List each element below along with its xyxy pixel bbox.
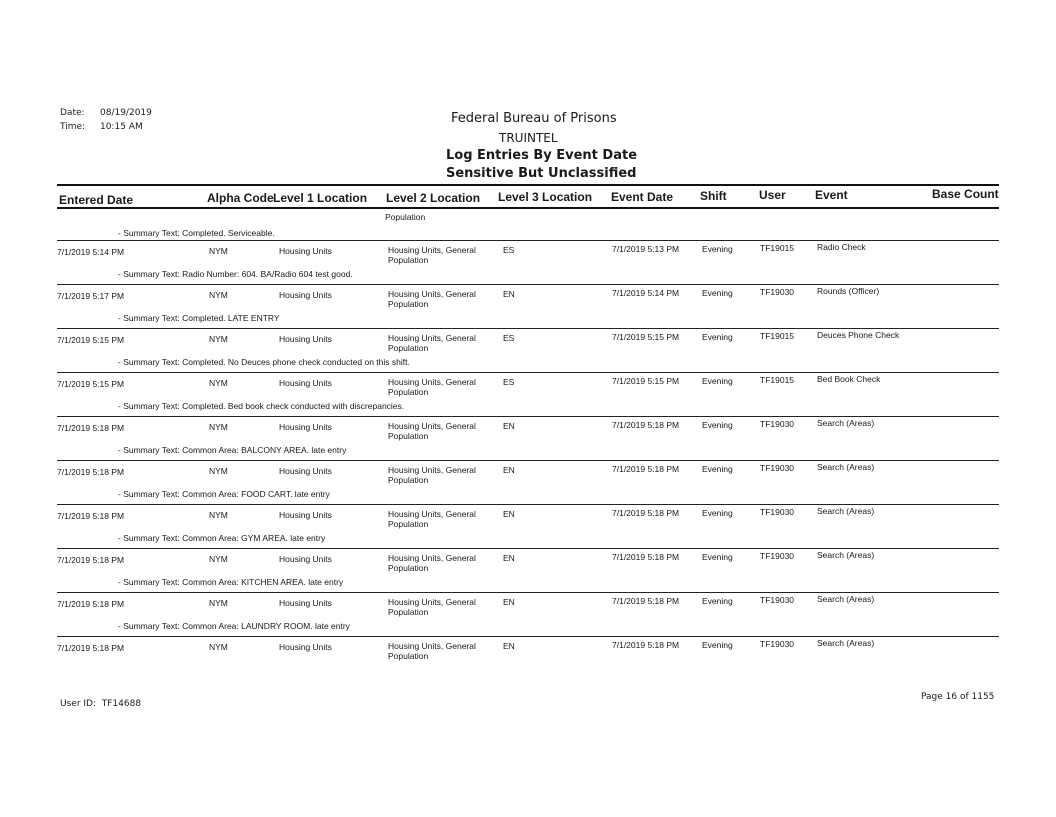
event-cell: Search (Areas) (817, 550, 875, 560)
shift-cell: Evening (702, 244, 733, 254)
event-date-cell: 7/1/2019 5:13 PM (612, 244, 680, 254)
row-rule (57, 372, 999, 373)
level2-cell: Housing Units, General (388, 553, 476, 563)
page-number: Page 16 of 1155 (921, 692, 995, 702)
entered-date-cell: 7/1/2019 5:18 PM (57, 555, 125, 565)
alpha-code-cell: NYM (209, 642, 228, 652)
shift-cell: Evening (702, 464, 733, 474)
event-date-cell: 7/1/2019 5:18 PM (612, 596, 680, 606)
row-rule (57, 460, 999, 461)
level2-cont-cell: Population (388, 343, 429, 353)
event-date-cell: 7/1/2019 5:18 PM (612, 640, 680, 650)
entered-date-cell: 7/1/2019 5:18 PM (57, 599, 125, 609)
header-top-rule (57, 184, 999, 186)
event-cell: Radio Check (817, 242, 866, 252)
level1-cell: Housing Units (279, 510, 332, 520)
summary-text: - Summary Text: Radio Number: 604. BA/Radio 604 test good. (118, 269, 353, 279)
shift-cell: Evening (702, 508, 733, 518)
level2-cont-cell: Population (388, 387, 429, 397)
event-date-cell: 7/1/2019 5:18 PM (612, 420, 680, 430)
shift-cell: Evening (702, 640, 733, 650)
level2-cell: Housing Units, General (388, 421, 476, 431)
level3-cell: EN (503, 289, 515, 299)
col-alpha-code: Alpha Code (207, 191, 274, 205)
user-cell: TF19030 (760, 419, 795, 429)
level2-cell: Housing Units, General (388, 245, 476, 255)
level2-cont-cell: Population (388, 563, 429, 573)
continued-summary: - Summary Text: Completed. Serviceable. (118, 228, 275, 238)
alpha-code-cell: NYM (209, 422, 228, 432)
level2-cell: Housing Units, General (388, 289, 476, 299)
level3-cell: EN (503, 509, 515, 519)
entered-date-cell: 7/1/2019 5:14 PM (57, 247, 125, 257)
summary-text: - Summary Text: Completed. Bed book check conducted with discrepancies. (118, 401, 405, 411)
summary-text: - Summary Text: Common Area: LAUNDRY ROOM. late entry (118, 621, 350, 631)
alpha-code-cell: NYM (209, 510, 228, 520)
col-entered-date: Entered Date (59, 193, 134, 207)
user-cell: TF19030 (760, 595, 795, 605)
level1-cell: Housing Units (279, 554, 332, 564)
footer-user (60, 699, 141, 709)
level2-cell: Housing Units, General (388, 465, 476, 475)
alpha-code-cell: NYM (209, 246, 228, 256)
event-date-cell: 7/1/2019 5:15 PM (612, 376, 680, 386)
entered-date-cell: 7/1/2019 5:18 PM (57, 467, 125, 477)
row-rule (57, 284, 999, 285)
alpha-code-cell: NYM (209, 334, 228, 344)
event-date-cell: 7/1/2019 5:18 PM (612, 508, 680, 518)
org-title: Federal Bureau of Prisons (451, 111, 617, 126)
event-cell: Rounds (Officer) (817, 286, 880, 296)
alpha-code-cell: NYM (209, 466, 228, 476)
col-level2: Level 2 Location (386, 191, 481, 205)
event-date-cell: 7/1/2019 5:18 PM (612, 552, 680, 562)
level3-cell: EN (503, 465, 515, 475)
classification-title: Sensitive But Unclassified (446, 166, 637, 181)
user-cell: TF19030 (760, 551, 795, 561)
col-base-count: Base Count (932, 187, 999, 201)
event-date-cell: 7/1/2019 5:15 PM (612, 332, 680, 342)
level1-cell: Housing Units (279, 334, 332, 344)
level2-cont-cell: Population (388, 519, 429, 529)
shift-cell: Evening (702, 332, 733, 342)
level3-cell: ES (503, 245, 515, 255)
user-cell: TF19030 (760, 507, 795, 517)
level2-cont-cell: Population (388, 651, 429, 661)
event-cell: Bed Book Check (817, 374, 881, 384)
level2-cont-cell: Population (388, 475, 429, 485)
shift-cell: Evening (702, 420, 733, 430)
entered-date-cell: 7/1/2019 5:18 PM (57, 511, 125, 521)
level3-cell: EN (503, 597, 515, 607)
event-date-cell: 7/1/2019 5:14 PM (612, 288, 680, 298)
level2-cont-cell: Population (388, 255, 429, 265)
shift-cell: Evening (702, 552, 733, 562)
summary-text: - Summary Text: Completed. LATE ENTRY (118, 313, 280, 323)
user-cell: TF19030 (760, 639, 795, 649)
row-rule (57, 328, 999, 329)
alpha-code-cell: NYM (209, 554, 228, 564)
user-id-label: User ID: (60, 699, 96, 709)
level2-cont-cell: Population (388, 607, 429, 617)
system-title: TRUINTEL (499, 131, 558, 145)
level1-cell: Housing Units (279, 466, 332, 476)
continued-level2: Population (385, 212, 426, 222)
shift-cell: Evening (702, 288, 733, 298)
header-bottom-rule (57, 207, 999, 209)
level2-cont-cell: Population (388, 431, 429, 441)
row-rule (57, 504, 999, 505)
row-rule (57, 548, 999, 549)
summary-text: - Summary Text: Common Area: BALCONY AREA. late entry (118, 445, 347, 455)
level2-cont-cell: Population (388, 299, 429, 309)
alpha-code-cell: NYM (209, 598, 228, 608)
report-title: Log Entries By Event Date (446, 148, 638, 163)
level3-cell: EN (503, 641, 515, 651)
user-cell: TF19030 (760, 463, 795, 473)
summary-text: - Summary Text: Common Area: GYM AREA. late entry (118, 533, 326, 543)
col-shift: Shift (700, 189, 727, 203)
level2-cell: Housing Units, General (388, 641, 476, 651)
level1-cell: Housing Units (279, 642, 332, 652)
event-cell: Search (Areas) (817, 638, 875, 648)
event-cell: Search (Areas) (817, 462, 875, 472)
summary-text: - Summary Text: Common Area: FOOD CART. late entry (118, 489, 330, 499)
level2-cell: Housing Units, General (388, 597, 476, 607)
date-value: 08/19/2019 (100, 108, 152, 118)
alpha-code-cell: NYM (209, 378, 228, 388)
level3-cell: ES (503, 377, 515, 387)
summary-text: - Summary Text: Common Area: KITCHEN AREA. late entry (118, 577, 344, 587)
time-value: 10:15 AM (100, 122, 143, 132)
shift-cell: Evening (702, 596, 733, 606)
col-event-date: Event Date (611, 190, 674, 204)
shift-cell: Evening (702, 376, 733, 386)
report-time (60, 122, 143, 132)
entered-date-cell: 7/1/2019 5:18 PM (57, 423, 125, 433)
row-rule (57, 592, 999, 593)
time-label: Time: (60, 122, 86, 132)
row-rule (57, 240, 999, 241)
col-event: Event (815, 188, 848, 202)
event-date-cell: 7/1/2019 5:18 PM (612, 464, 680, 474)
col-user: User (759, 188, 786, 202)
level3-cell: EN (503, 553, 515, 563)
entered-date-cell: 7/1/2019 5:17 PM (57, 291, 125, 301)
event-cell: Search (Areas) (817, 594, 875, 604)
event-cell: Search (Areas) (817, 418, 875, 428)
level1-cell: Housing Units (279, 422, 332, 432)
row-rule (57, 636, 999, 637)
entered-date-cell: 7/1/2019 5:15 PM (57, 335, 125, 345)
col-level1: Level 1 Location (273, 191, 368, 205)
col-level3: Level 3 Location (498, 190, 593, 204)
level2-cell: Housing Units, General (388, 509, 476, 519)
level1-cell: Housing Units (279, 378, 332, 388)
level1-cell: Housing Units (279, 598, 332, 608)
user-cell: TF19015 (760, 243, 795, 253)
report-date (60, 108, 152, 118)
user-cell: TF19015 (760, 331, 795, 341)
alpha-code-cell: NYM (209, 290, 228, 300)
level2-cell: Housing Units, General (388, 333, 476, 343)
row-rule (57, 416, 999, 417)
date-label: Date: (60, 108, 85, 118)
user-id-value: TF14688 (101, 699, 142, 709)
user-cell: TF19015 (760, 375, 795, 385)
event-cell: Search (Areas) (817, 506, 875, 516)
entered-date-cell: 7/1/2019 5:15 PM (57, 379, 125, 389)
user-cell: TF19030 (760, 287, 795, 297)
level3-cell: EN (503, 421, 515, 431)
level1-cell: Housing Units (279, 290, 332, 300)
level2-cell: Housing Units, General (388, 377, 476, 387)
entered-date-cell: 7/1/2019 5:18 PM (57, 643, 125, 653)
level3-cell: ES (503, 333, 515, 343)
level1-cell: Housing Units (279, 246, 332, 256)
event-cell: Deuces Phone Check (817, 330, 900, 340)
summary-text: - Summary Text: Completed. No Deuces phone check conducted on this shift. (118, 357, 410, 367)
